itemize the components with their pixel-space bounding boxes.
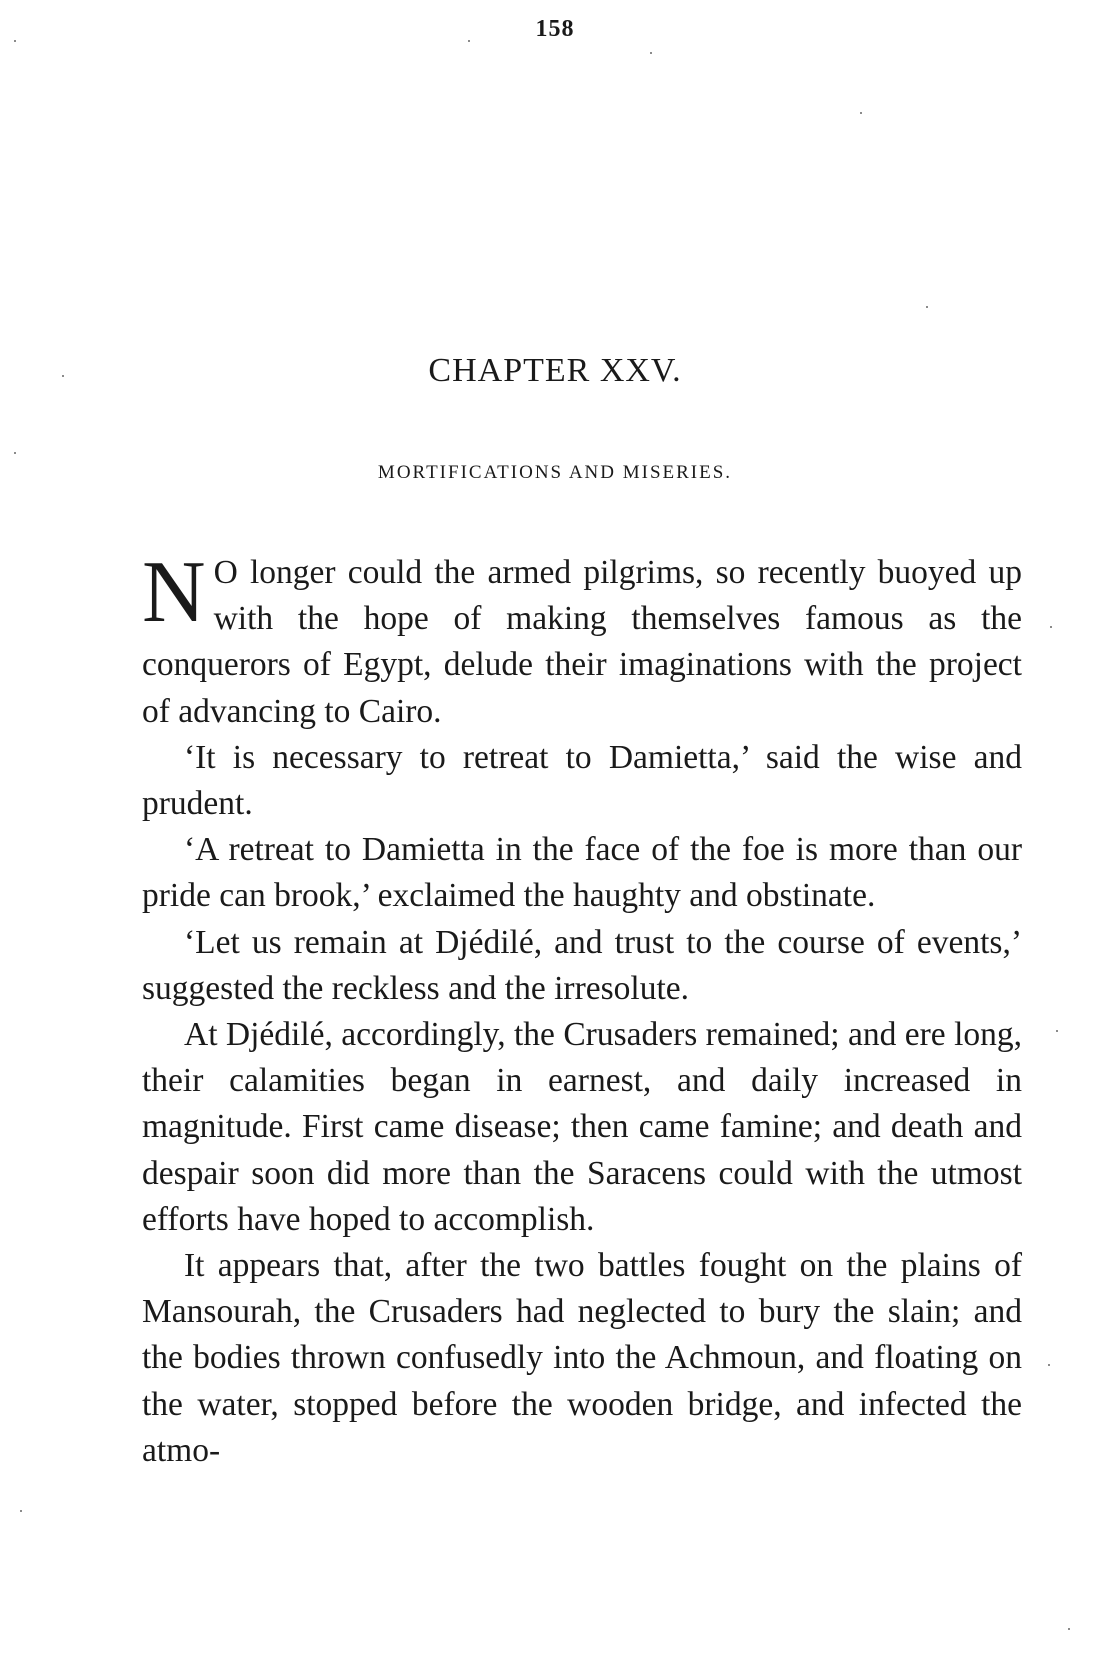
chapter-title: CHAPTER XXV. <box>428 352 682 389</box>
paragraph-4: ‘Let us remain at Djédilé, and trust to the course of events,’ suggested the reckless and the irresolute. <box>142 923 1022 1007</box>
drop-cap: N <box>142 544 206 641</box>
paragraph-1-text: O longer could the armed pilgrims, so recently buoyed up with the hope of making themselves famous as the conquerors of Egypt, delude their imaginations with the project of advancing to Cairo. <box>142 554 1022 730</box>
paper-speck <box>1050 626 1052 628</box>
paragraph-6: It appears that, after the two battles fought on the plains of Mansourah, the Crusaders had neglected to bury the slain; and the bodies thrown confusedly into the Achmoun, and floating on the water, stopped before the wooden bridge, and infected the atmo- <box>142 1247 1022 1469</box>
paragraph-3: ‘A retreat to Damietta in the face of the foe is more than our pride can brook,’ exclaimed the haughty and obstinate. <box>142 831 1022 915</box>
paper-speck <box>1048 1364 1050 1366</box>
page-number: 158 <box>535 16 575 42</box>
paragraph-1 <box>142 544 1022 735</box>
paper-speck <box>14 452 16 454</box>
paper-speck <box>926 306 928 308</box>
paper-speck <box>860 112 862 114</box>
chapter-subtitle: MORTIFICATIONS AND MISERIES. <box>377 462 733 483</box>
paper-speck <box>1068 1628 1070 1630</box>
paper-speck <box>468 40 470 42</box>
paper-speck <box>14 40 16 42</box>
paper-speck <box>62 375 64 377</box>
paragraph-2: ‘It is necessary to retreat to Damietta,’ said the wise and prudent. <box>142 738 1022 823</box>
paper-speck <box>650 52 652 54</box>
paper-speck <box>1056 1030 1058 1032</box>
paper-speck <box>20 1510 22 1512</box>
chapter-body <box>142 544 1022 1474</box>
paragraph-5: At Djédilé, accordingly, the Crusaders remained; and ere long, their calamities began in earnest, and daily increased in magnitude. First came disease; then came famine; and death and despair soon did more than the Saracens could with the utmost efforts have hoped to accomplish. <box>142 1016 1022 1238</box>
